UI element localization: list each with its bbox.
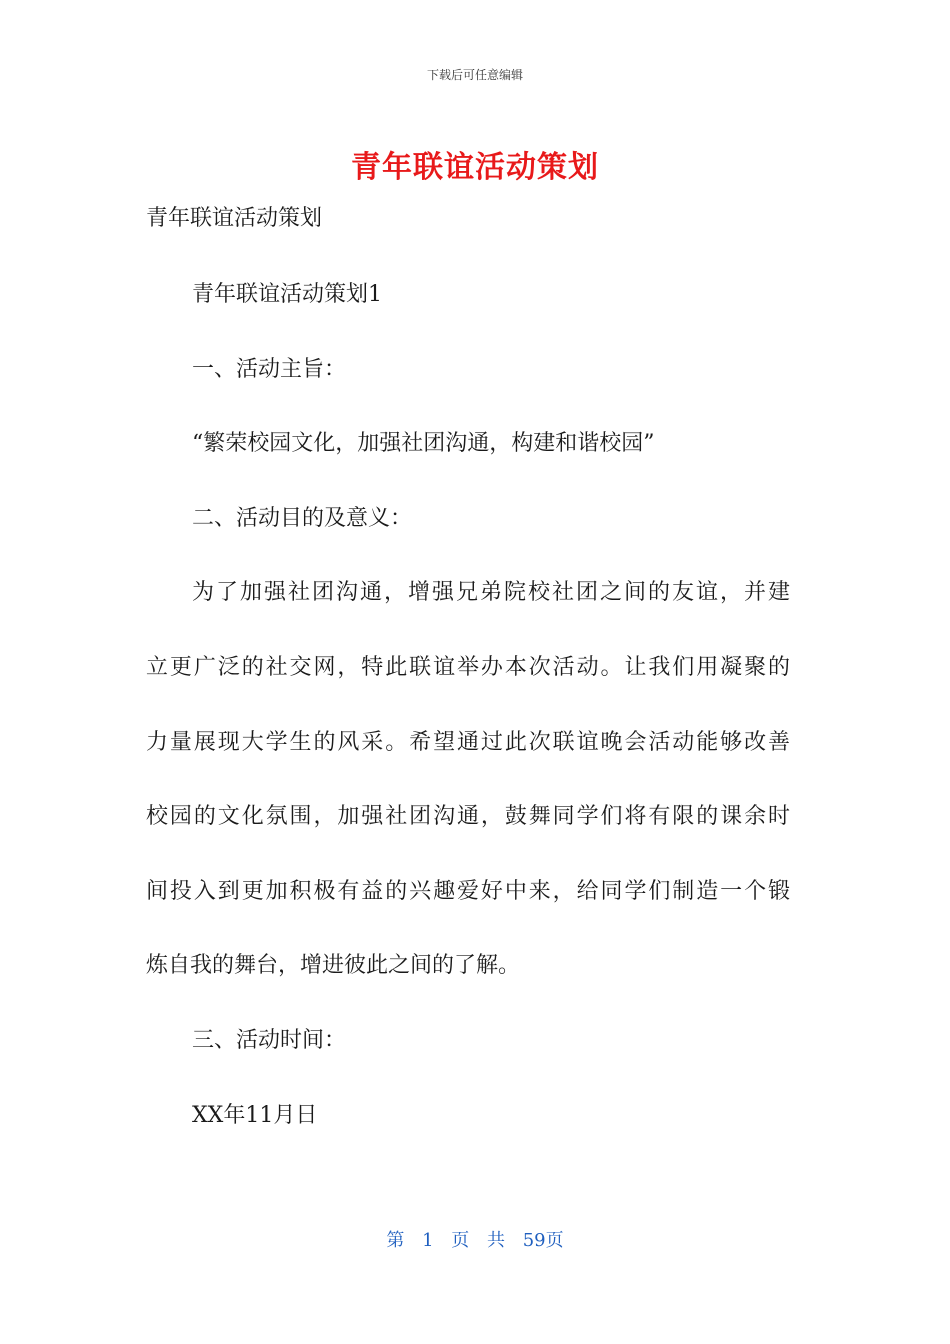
section-heading-plan-1: 青年联谊活动策划1	[192, 282, 382, 307]
subtitle-line: 青年联谊活动策划	[146, 206, 323, 231]
section-heading-time: 三、活动时间：	[192, 1028, 347, 1053]
footer-total-label: 共	[487, 1230, 505, 1251]
footer-total-pages: 59页	[522, 1230, 564, 1251]
paragraph-line: 为了加强社团沟通，增强兄弟院校社团之间的友谊，并建	[192, 580, 790, 605]
page-footer	[0, 1226, 950, 1252]
document-title: 青年联谊活动策划	[351, 150, 599, 185]
section-heading-purpose: 一、活动主旨：	[192, 357, 347, 382]
footer-page-label: 第	[386, 1230, 405, 1251]
section-heading-goals: 二、活动目的及意义：	[192, 506, 413, 531]
paragraph-line: 校园的文化氛围，加强社团沟通，鼓舞同学们将有限的课余时	[146, 804, 790, 829]
footer-current-page: 1	[422, 1230, 434, 1251]
header-note: 下载后可任意编辑	[426, 68, 523, 82]
paragraph-line: 立更广泛的社交网，特此联谊举办本次活动。让我们用凝聚的	[146, 655, 790, 680]
footer-page-unit: 页	[451, 1230, 470, 1251]
paragraph-line: 炼自我的舞台，增进彼此之间的了解。	[146, 953, 521, 978]
paragraph-line: 力量展现大学生的风采。希望通过此次联谊晚会活动能够改善	[146, 730, 790, 755]
date-line: XX年11月日	[192, 1103, 318, 1128]
slogan-line: “繁荣校园文化，加强社团沟通，构建和谐校园”	[192, 431, 655, 456]
paragraph-line: 间投入到更加积极有益的兴趣爱好中来，给同学们制造一个锻	[146, 879, 790, 904]
